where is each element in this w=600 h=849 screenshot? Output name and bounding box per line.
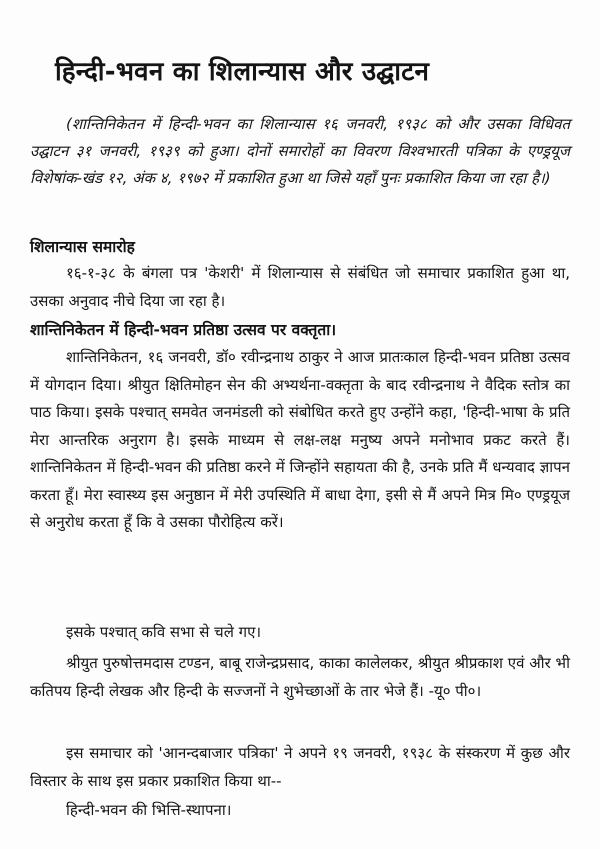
paragraph-kesari-report: १६-१-३८ के बंगला पत्र 'केशरी' में शिलान्यास से संबंधित जो समाचार प्रकाशित हुआ था, उसका अनुवाद नीचे दिया जा रहा है। bbox=[30, 264, 570, 310]
section-heading: शिलान्यास समारोह bbox=[30, 238, 135, 256]
paragraph-anandabazar: इस समाचार को 'आनन्दबाजार पत्रिका' ने अपने १९ जनवरी, १९३८ के संस्करण में कुछ और विस्तार के साथ इस प्रकार प्रकाशित किया था-- bbox=[30, 744, 570, 790]
paragraph-telegrams: श्रीयुत पुरुषोत्तमदास टण्डन, बाबू राजेन्द्रप्रसाद, काका कालेलकर, श्रीयुत श्रीप्रकाश एवं और भी कतिपय हिन्दी लेखक और हिन्दी के सज्जनों ने शुभेच्छाओं के तार भेजे हैं। -यू० पी०। bbox=[30, 654, 570, 700]
paragraph-speech: शान्तिनिकेतन, १६ जनवरी, डॉ० रवीन्द्रनाथ ठाकुर ने आज प्रातःकाल हिन्दी-भवन प्रतिष्ठा उत्सव में योगदान दिया। श्रीयुत क्षितिमोहन सेन की अभ्यर्थना-वक्तृता के बाद रवीन्द्रनाथ ने वैदिक स्तोत्र का पाठ किया। इसके पश्चात् समवेत जनमंडली को संबोधित करते हुए उन्होंने कहा, 'हिन्दी-भाषा के प्रति मेरा आन्तरिक अनुराग है। इसके माध्यम से लक्ष-लक्ष मनुष्य अपने मनोभाव प्रकट करते हैं। शान्तिनिकेतन में हिन्दी-भवन की प्रतिष्ठा करने में जिन्होंने सहायता की है, उनके प्रति मैं धन्यवाद ज्ञापन करता हूँ। मेरा स्वास्थ्य इस अनुष्ठान में मेरी उपस्थिति में बाधा देगा, इसी से मैं अपने मित्र मि० एण्ड्रयूज से अनुरोध करता हूँ कि वे उसका पौरोहित्य करें। bbox=[30, 348, 570, 531]
intro-note: (शान्तिनिकेतन में हिन्दी-भवन का शिलान्यास १६ जनवरी, १९३८ को और उसका विधिवत उद्घाटन ३१ जनवरी, १९३९ को हुआ। दोनों समारोहों का विवरण विश्वभारती पत्रिका के एण्ड्रयूज विशेषांक-खंड १२, अंक ४, १९७२ में प्रकाशित हुआ था जिसे यहाँ पुनः प्रकाशित किया जा रहा है।) bbox=[30, 115, 570, 187]
page-title: हिन्दी-भवन का शिलान्यास और उद्घाटन bbox=[55, 57, 430, 87]
paragraph-foundation: हिन्दी-भवन की भित्ति-स्थापना। bbox=[66, 801, 232, 819]
paragraph-poet-left: इसके पश्चात् कवि सभा से चले गए। bbox=[66, 623, 262, 641]
subheading-speech: शान्तिनिकेतन में हिन्दी-भवन प्रतिष्ठा उत्सव पर वक्तृता। bbox=[30, 321, 337, 339]
